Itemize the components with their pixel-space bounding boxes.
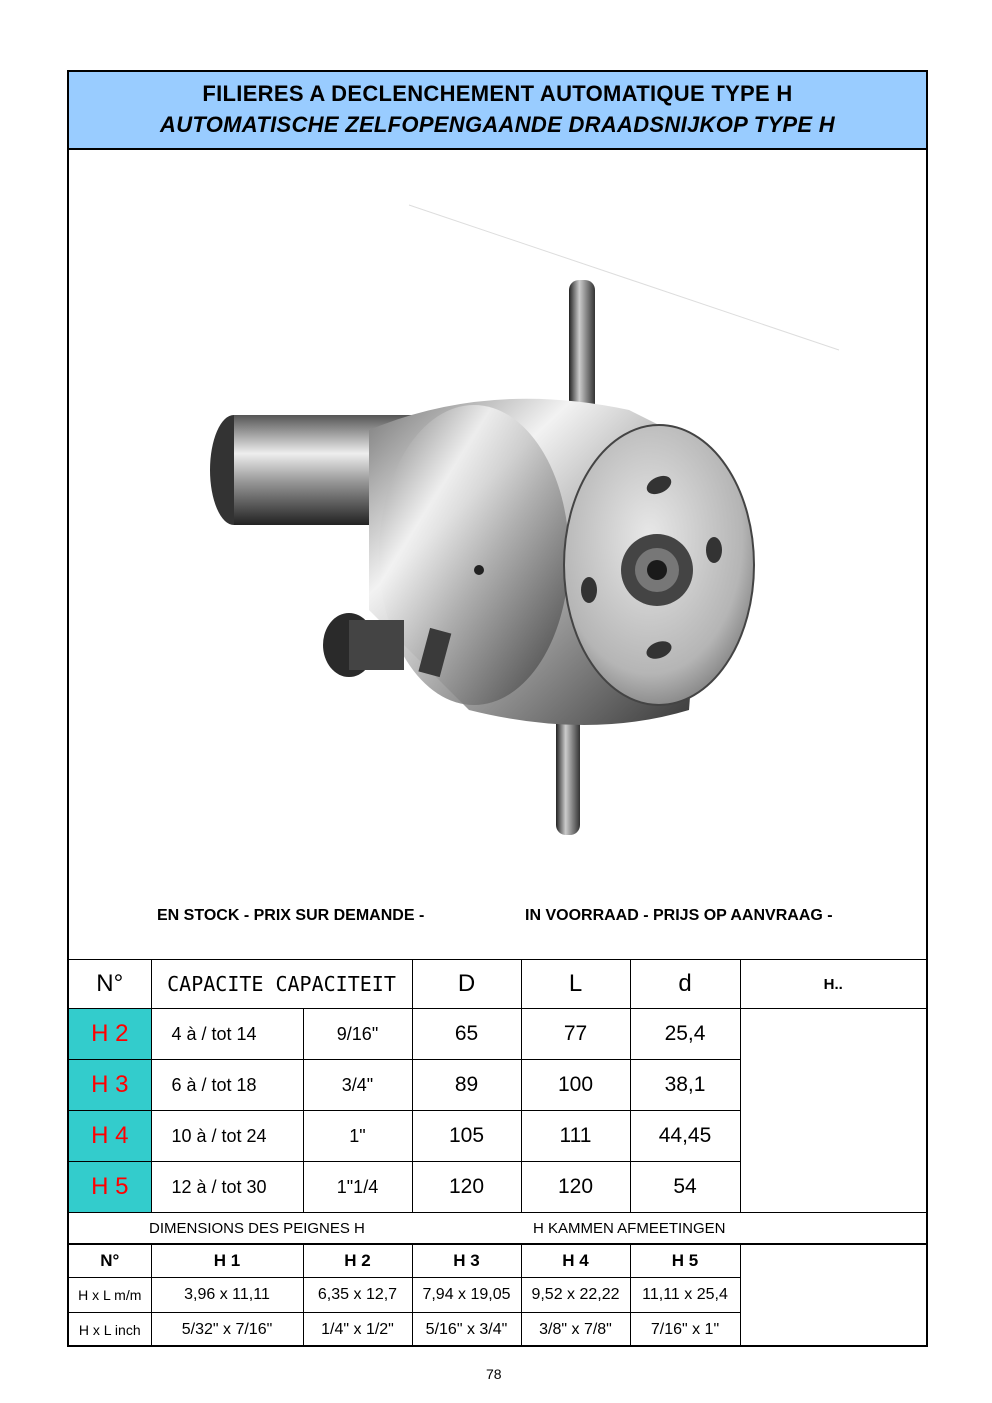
- value-d: 54: [630, 1162, 740, 1213]
- comb-value: 6,35 x 12,7: [303, 1278, 412, 1313]
- capacity-range: 12 à / tot 30: [151, 1162, 303, 1213]
- comb-value: 9,52 x 22,22: [521, 1278, 630, 1313]
- value-D: 65: [412, 1009, 521, 1060]
- comb-empty-cell: [740, 1245, 926, 1348]
- model-number: H 3: [69, 1060, 151, 1111]
- capacity-inch: 1"1/4: [303, 1162, 412, 1213]
- comb-header-h4: H 4: [521, 1245, 630, 1278]
- comb-header-h2: H 2: [303, 1245, 412, 1278]
- value-D: 89: [412, 1060, 521, 1111]
- model-number: H 5: [69, 1162, 151, 1213]
- comb-row-label: H x L m/m: [69, 1278, 151, 1313]
- capacity-inch: 3/4": [303, 1060, 412, 1111]
- header-D: D: [412, 960, 521, 1009]
- comb-header-number: N°: [69, 1245, 151, 1278]
- comb-header-row: [69, 1245, 926, 1278]
- capacity-range: 4 à / tot 14: [151, 1009, 303, 1060]
- header-d: d: [630, 960, 740, 1009]
- comb-dimensions-table: [69, 1244, 926, 1347]
- capacity-table: [69, 959, 926, 1213]
- comb-value: 5/32" x 7/16": [151, 1313, 303, 1348]
- value-L: 77: [521, 1009, 630, 1060]
- comb-value: 3/8" x 7/8": [521, 1313, 630, 1348]
- comb-header-h1: H 1: [151, 1245, 303, 1278]
- model-number: H 2: [69, 1009, 151, 1060]
- comb-header-h3: H 3: [412, 1245, 521, 1278]
- header-H: H..: [740, 960, 926, 1009]
- value-L: 111: [521, 1111, 630, 1162]
- title-dutch: AUTOMATISCHE ZELFOPENGAANDE DRAADSNIJKOP TYPE H: [160, 112, 835, 137]
- capacity-inch: 1": [303, 1111, 412, 1162]
- comb-row-label: H x L inch: [69, 1313, 151, 1348]
- die-head-photo-icon: [69, 150, 926, 910]
- header-capacity: CAPACITE CAPACITEIT: [151, 960, 412, 1009]
- product-photo: [69, 150, 926, 958]
- header-number: N°: [69, 960, 151, 1009]
- value-d: 38,1: [630, 1060, 740, 1111]
- comb-value: 3,96 x 11,11: [151, 1278, 303, 1313]
- table-row: [69, 1009, 926, 1060]
- stock-note-dutch: IN VOORRAAD - PRIJS OP AANVRAAG -: [525, 907, 833, 924]
- value-d: 44,45: [630, 1111, 740, 1162]
- comb-header-h5: H 5: [630, 1245, 740, 1278]
- value-H-empty: [740, 1009, 926, 1213]
- comb-value: 7,94 x 19,05: [412, 1278, 521, 1313]
- comb-value: 11,11 x 25,4: [630, 1278, 740, 1313]
- value-D: 105: [412, 1111, 521, 1162]
- capacity-range: 6 à / tot 18: [151, 1060, 303, 1111]
- title-french: FILIERES A DECLENCHEMENT AUTOMATIQUE TYPE H: [202, 81, 793, 106]
- capacity-inch: 9/16": [303, 1009, 412, 1060]
- page-number: 78: [486, 1366, 502, 1382]
- model-number: H 4: [69, 1111, 151, 1162]
- comb-caption-dutch: H KAMMEN AFMEETINGEN: [533, 1220, 726, 1237]
- comb-caption-french: DIMENSIONS DES PEIGNES H: [149, 1220, 365, 1237]
- value-d: 25,4: [630, 1009, 740, 1060]
- comb-value: 7/16" x 1": [630, 1313, 740, 1348]
- value-L: 100: [521, 1060, 630, 1111]
- stock-note-french: EN STOCK - PRIX SUR DEMANDE -: [157, 907, 425, 924]
- table-header-row: [69, 960, 926, 1009]
- value-L: 120: [521, 1162, 630, 1213]
- value-D: 120: [412, 1162, 521, 1213]
- title-banner: [69, 72, 926, 150]
- header-L: L: [521, 960, 630, 1009]
- comb-dimensions-caption: [69, 1214, 926, 1244]
- page-frame: [67, 70, 928, 1347]
- comb-value: 1/4" x 1/2": [303, 1313, 412, 1348]
- capacity-range: 10 à / tot 24: [151, 1111, 303, 1162]
- comb-value: 5/16" x 3/4": [412, 1313, 521, 1348]
